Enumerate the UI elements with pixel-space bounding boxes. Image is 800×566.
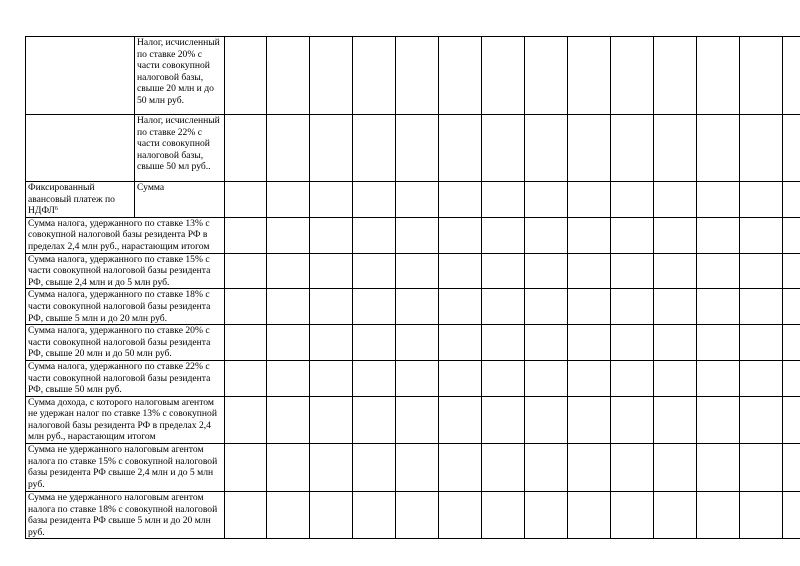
empty-value-cell (310, 182, 353, 218)
empty-value-cell (654, 360, 697, 396)
empty-value-cell (568, 289, 611, 325)
empty-value-cell (783, 396, 800, 443)
empty-value-cell (267, 325, 310, 361)
empty-value-cell (611, 182, 654, 218)
empty-value-cell (396, 37, 439, 115)
empty-value-cell (482, 182, 525, 218)
row-sublabel-cell: Сумма (135, 182, 225, 218)
table-body (26, 37, 800, 539)
empty-value-cell (353, 289, 396, 325)
empty-value-cell (697, 182, 740, 218)
empty-value-cell (225, 325, 267, 361)
empty-value-cell (353, 182, 396, 218)
empty-value-cell (267, 360, 310, 396)
empty-value-cell (783, 325, 800, 361)
empty-value-cell (482, 325, 525, 361)
row-label-cell: Сумма дохода, с которого налоговым агентом не удержан налог по ставке 13% с совокупной налоговой базы резидента РФ в пределах 2,4 млн руб., нарастающим итогом (26, 396, 225, 443)
row-sublabel-cell: Налог, исчисленный по ставке 22% с части совокупной налоговой базы, свыше 50 мл руб.. (135, 115, 225, 182)
empty-value-cell (353, 360, 396, 396)
empty-value-cell (310, 396, 353, 443)
empty-value-cell (654, 37, 697, 115)
empty-value-cell (654, 325, 697, 361)
empty-value-cell (267, 217, 310, 253)
empty-value-cell (310, 492, 353, 539)
empty-value-cell (353, 492, 396, 539)
empty-value-cell (611, 115, 654, 182)
row-label-cell: Сумма налога, удержанного по ставке 20% с части совокупной налоговой базы резидента РФ, свыше 20 млн и до 50 млн руб. (26, 325, 225, 361)
empty-value-cell (225, 253, 267, 289)
empty-value-cell (267, 253, 310, 289)
empty-value-cell (697, 217, 740, 253)
empty-value-cell (611, 37, 654, 115)
empty-value-cell (525, 37, 568, 115)
empty-value-cell (396, 396, 439, 443)
row-label-cell (26, 115, 135, 182)
empty-value-cell (611, 444, 654, 492)
empty-value-cell (267, 115, 310, 182)
empty-value-cell (353, 217, 396, 253)
table-row (26, 182, 800, 218)
empty-value-cell (439, 182, 482, 218)
empty-value-cell (353, 325, 396, 361)
empty-value-cell (740, 289, 783, 325)
empty-value-cell (310, 217, 353, 253)
empty-value-cell (439, 217, 482, 253)
empty-value-cell (482, 396, 525, 443)
tax-report-table (25, 36, 800, 539)
empty-value-cell (396, 289, 439, 325)
empty-value-cell (654, 492, 697, 539)
empty-value-cell (396, 444, 439, 492)
empty-value-cell (525, 325, 568, 361)
row-sublabel-cell: Налог, исчисленный по ставке 20% с части совокупной налоговой базы, свыше 20 млн и до 50 млн руб. (135, 37, 225, 115)
empty-value-cell (225, 115, 267, 182)
table-row (26, 217, 800, 253)
empty-value-cell (740, 37, 783, 115)
empty-value-cell (310, 115, 353, 182)
empty-value-cell (482, 37, 525, 115)
empty-value-cell (353, 115, 396, 182)
empty-value-cell (611, 289, 654, 325)
table-row (26, 253, 800, 289)
footnote-marker: 6 (54, 206, 58, 213)
empty-value-cell (225, 492, 267, 539)
empty-value-cell (654, 289, 697, 325)
empty-value-cell (568, 182, 611, 218)
empty-value-cell (310, 289, 353, 325)
empty-value-cell (353, 444, 396, 492)
empty-value-cell (740, 115, 783, 182)
empty-value-cell (697, 492, 740, 539)
empty-value-cell (783, 115, 800, 182)
empty-value-cell (740, 217, 783, 253)
empty-value-cell (611, 492, 654, 539)
empty-value-cell (482, 360, 525, 396)
empty-value-cell (439, 444, 482, 492)
empty-value-cell (439, 289, 482, 325)
empty-value-cell (396, 325, 439, 361)
empty-value-cell (525, 289, 568, 325)
empty-value-cell (525, 182, 568, 218)
empty-value-cell (396, 217, 439, 253)
empty-value-cell (225, 182, 267, 218)
empty-value-cell (568, 37, 611, 115)
empty-value-cell (310, 325, 353, 361)
empty-value-cell (267, 182, 310, 218)
empty-value-cell (568, 115, 611, 182)
empty-value-cell (439, 492, 482, 539)
empty-value-cell (697, 115, 740, 182)
empty-value-cell (568, 396, 611, 443)
empty-value-cell (267, 444, 310, 492)
empty-value-cell (654, 182, 697, 218)
empty-value-cell (740, 182, 783, 218)
empty-value-cell (396, 492, 439, 539)
empty-value-cell (654, 444, 697, 492)
empty-value-cell (225, 217, 267, 253)
empty-value-cell (654, 217, 697, 253)
empty-value-cell (611, 396, 654, 443)
empty-value-cell (396, 115, 439, 182)
empty-value-cell (654, 253, 697, 289)
empty-value-cell (267, 396, 310, 443)
empty-value-cell (310, 37, 353, 115)
empty-value-cell (525, 253, 568, 289)
row-label-cell: Сумма не удержанного налоговым агентом налога по ставке 15% с совокупной налоговой базы резидента РФ свыше 2,4 млн и до 5 млн руб. (26, 444, 225, 492)
empty-value-cell (611, 360, 654, 396)
empty-value-cell (568, 444, 611, 492)
empty-value-cell (482, 217, 525, 253)
empty-value-cell (783, 492, 800, 539)
empty-value-cell (783, 360, 800, 396)
empty-value-cell (482, 492, 525, 539)
row-label-cell: Сумма налога, удержанного по ставке 13% с совокупной налоговой базы резидента РФ в пределах 2,4 млн руб., нарастающим итогом (26, 217, 225, 253)
empty-value-cell (740, 325, 783, 361)
empty-value-cell (783, 217, 800, 253)
empty-value-cell (225, 289, 267, 325)
empty-value-cell (611, 325, 654, 361)
empty-value-cell (353, 37, 396, 115)
empty-value-cell (396, 253, 439, 289)
empty-value-cell (611, 217, 654, 253)
row-label-cell: Сумма не удержанного налоговым агентом налога по ставке 18% с совокупной налоговой базы резидента РФ свыше 5 млн и до 20 млн руб. (26, 492, 225, 539)
empty-value-cell (654, 115, 697, 182)
empty-value-cell (783, 289, 800, 325)
table-row (26, 325, 800, 361)
empty-value-cell (697, 360, 740, 396)
empty-value-cell (568, 325, 611, 361)
empty-value-cell (568, 217, 611, 253)
empty-value-cell (482, 289, 525, 325)
empty-value-cell (225, 37, 267, 115)
empty-value-cell (439, 115, 482, 182)
empty-value-cell (525, 360, 568, 396)
empty-value-cell (568, 492, 611, 539)
empty-value-cell (439, 325, 482, 361)
empty-value-cell (439, 360, 482, 396)
empty-value-cell (225, 396, 267, 443)
row-label-cell: Сумма налога, удержанного по ставке 15% с части совокупной налоговой базы резидента РФ, свыше 2,4 млн и до 5 млн руб. (26, 253, 225, 289)
empty-value-cell (740, 360, 783, 396)
empty-value-cell (353, 253, 396, 289)
row-label-text: Фиксированный авансовый платеж по НДФЛ (28, 182, 115, 217)
empty-value-cell (568, 253, 611, 289)
table-row (26, 492, 800, 539)
empty-value-cell (697, 444, 740, 492)
empty-value-cell (396, 182, 439, 218)
empty-value-cell (783, 37, 800, 115)
table-row (26, 289, 800, 325)
table-row (26, 115, 800, 182)
empty-value-cell (697, 289, 740, 325)
empty-value-cell (353, 396, 396, 443)
empty-value-cell (525, 396, 568, 443)
empty-value-cell (482, 444, 525, 492)
empty-value-cell (225, 360, 267, 396)
table-row (26, 444, 800, 492)
empty-value-cell (310, 253, 353, 289)
empty-value-cell (439, 37, 482, 115)
table-row (26, 37, 800, 115)
row-label-cell (26, 182, 135, 218)
empty-value-cell (740, 444, 783, 492)
empty-value-cell (783, 253, 800, 289)
empty-value-cell (396, 360, 439, 396)
row-label-cell (26, 37, 135, 115)
empty-value-cell (697, 37, 740, 115)
empty-value-cell (697, 325, 740, 361)
empty-value-cell (697, 253, 740, 289)
empty-value-cell (568, 360, 611, 396)
empty-value-cell (740, 492, 783, 539)
empty-value-cell (611, 253, 654, 289)
empty-value-cell (267, 37, 310, 115)
empty-value-cell (654, 396, 697, 443)
empty-value-cell (525, 492, 568, 539)
empty-value-cell (439, 253, 482, 289)
empty-value-cell (783, 444, 800, 492)
empty-value-cell (310, 360, 353, 396)
row-label-cell: Сумма налога, удержанного по ставке 18% с части совокупной налоговой базы резидента РФ, свыше 5 млн и до 20 млн руб. (26, 289, 225, 325)
table-row (26, 396, 800, 443)
empty-value-cell (267, 289, 310, 325)
empty-value-cell (310, 444, 353, 492)
row-label-cell: Сумма налога, удержанного по ставке 22% с части совокупной налоговой базы резидента РФ, свыше 50 млн руб. (26, 360, 225, 396)
empty-value-cell (525, 217, 568, 253)
empty-value-cell (482, 253, 525, 289)
empty-value-cell (525, 115, 568, 182)
empty-value-cell (740, 253, 783, 289)
empty-value-cell (267, 492, 310, 539)
empty-value-cell (783, 182, 800, 218)
empty-value-cell (697, 396, 740, 443)
table-row (26, 360, 800, 396)
empty-value-cell (740, 396, 783, 443)
empty-value-cell (525, 444, 568, 492)
empty-value-cell (439, 396, 482, 443)
empty-value-cell (225, 444, 267, 492)
empty-value-cell (482, 115, 525, 182)
